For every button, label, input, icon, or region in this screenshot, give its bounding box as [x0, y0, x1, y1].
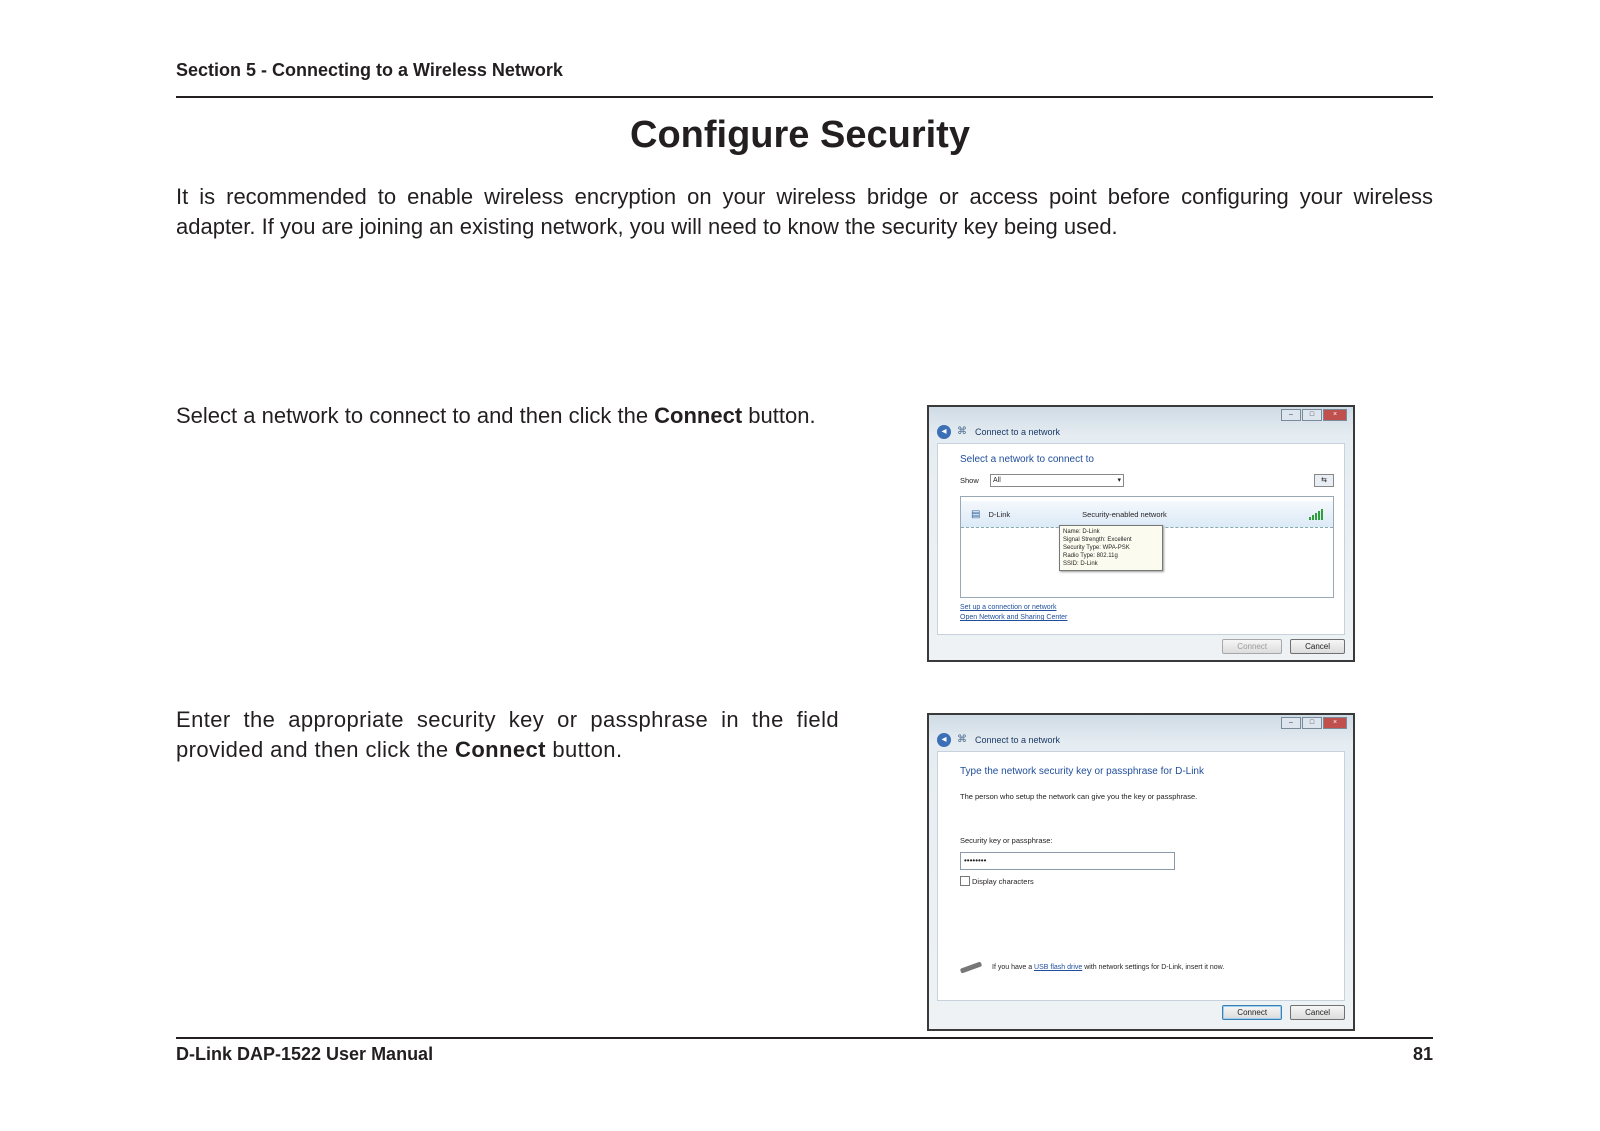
section-header: Section 5 - Connecting to a Wireless Network	[176, 60, 563, 80]
usb-drive-icon	[960, 961, 982, 973]
usb-hint	[960, 964, 1224, 971]
dialog-title: Connect to a network	[975, 735, 1061, 745]
step-text: Select a network to connect to and then click the	[176, 403, 655, 428]
dialog-body	[937, 751, 1345, 1001]
minimize-icon[interactable]: –	[1281, 409, 1301, 421]
setup-connection-link[interactable]: Set up a connection or network	[960, 604, 1057, 611]
network-tooltip	[1059, 525, 1163, 571]
header-divider	[176, 96, 1433, 98]
step-text: button.	[742, 403, 816, 428]
dialog-heading: Select a network to connect to	[960, 454, 1094, 465]
security-key-label: Security key or passphrase:	[960, 836, 1053, 845]
manual-title: D-Link DAP-1522 User Manual	[176, 1044, 434, 1064]
signal-strength-icon	[1309, 508, 1323, 520]
cancel-button[interactable]: Cancel	[1290, 639, 1345, 654]
window-controls	[1281, 717, 1347, 729]
network-security-type: Security-enabled network	[1082, 509, 1167, 519]
page-title: Configure Security	[630, 114, 970, 156]
back-arrow-icon[interactable]: ◂	[937, 733, 951, 747]
intro-paragraph: It is recommended to enable wireless encryption on your wireless bridge or access point before configuring your wireless adapter. If you are joining an existing network, you will need to know the security key being used.	[176, 184, 1433, 239]
security-key-input[interactable]: ••••••••	[960, 852, 1175, 870]
dialog-title: Connect to a network	[975, 427, 1061, 437]
network-list-item[interactable]	[961, 501, 1333, 528]
connect-network-dialog	[927, 405, 1355, 662]
step-select-network	[176, 401, 839, 431]
connect-button[interactable]: Connect	[1222, 1005, 1282, 1020]
dialog-footer	[937, 1005, 1345, 1020]
cancel-button[interactable]: Cancel	[1290, 1005, 1345, 1020]
dialog-nav	[937, 425, 1060, 439]
network-icon: ⌘	[957, 426, 967, 437]
page-number: 81	[1412, 1044, 1433, 1064]
tooltip-line: Radio Type: 802.11g	[1063, 553, 1118, 559]
tooltip-line: SSID: D-Link	[1063, 561, 1098, 567]
usb-hint-text: If you have a USB flash drive with network settings for D-Link, insert it now.	[992, 964, 1225, 971]
step-bold: Connect	[654, 403, 743, 428]
tooltip-line: Name: D-Link	[1063, 529, 1100, 535]
tooltip-line: Signal Strength: Excellent	[1063, 537, 1132, 543]
connect-button[interactable]: Connect	[1222, 639, 1282, 654]
checkbox-box[interactable]	[960, 876, 970, 886]
network-list[interactable]	[960, 496, 1334, 598]
refresh-icon[interactable]: ⇆	[1314, 474, 1334, 487]
back-arrow-icon[interactable]: ◂	[937, 425, 951, 439]
network-name: D-Link	[988, 509, 1011, 519]
usb-flash-drive-link[interactable]: USB flash drive	[1034, 964, 1083, 971]
tooltip-line: Security Type: WPA-PSK	[1063, 545, 1130, 551]
step-bold: Connect	[455, 737, 546, 762]
close-icon[interactable]: ×	[1323, 717, 1347, 729]
show-label: Show	[960, 476, 979, 485]
dialog-nav	[937, 733, 1060, 747]
footer-divider	[176, 1037, 1433, 1039]
dialog-heading: Type the network security key or passphrase for D-Link	[960, 766, 1204, 777]
step-text: Enter the appropriate security key or passphrase in the field provided and then click the	[176, 707, 839, 762]
dialog-body	[937, 443, 1345, 635]
display-characters-checkbox[interactable]	[960, 876, 1034, 886]
network-icon: ⌘	[957, 734, 967, 745]
close-icon[interactable]: ×	[1323, 409, 1347, 421]
security-key-dialog	[927, 713, 1355, 1031]
window-controls	[1281, 409, 1347, 421]
show-dropdown[interactable]: All ▾	[990, 474, 1124, 487]
dialog-footer	[937, 639, 1345, 654]
dialog-subtext: The person who setup the network can give you the key or passphrase.	[960, 792, 1198, 801]
maximize-icon[interactable]: □	[1302, 409, 1322, 421]
wireless-network-icon: ▤	[971, 508, 981, 520]
step-text: button.	[545, 737, 623, 762]
minimize-icon[interactable]: –	[1281, 717, 1301, 729]
checkbox-label: Display characters	[972, 876, 1034, 886]
maximize-icon[interactable]: □	[1302, 717, 1322, 729]
network-sharing-center-link[interactable]: Open Network and Sharing Center	[960, 614, 1068, 621]
step-enter-key	[176, 705, 839, 765]
